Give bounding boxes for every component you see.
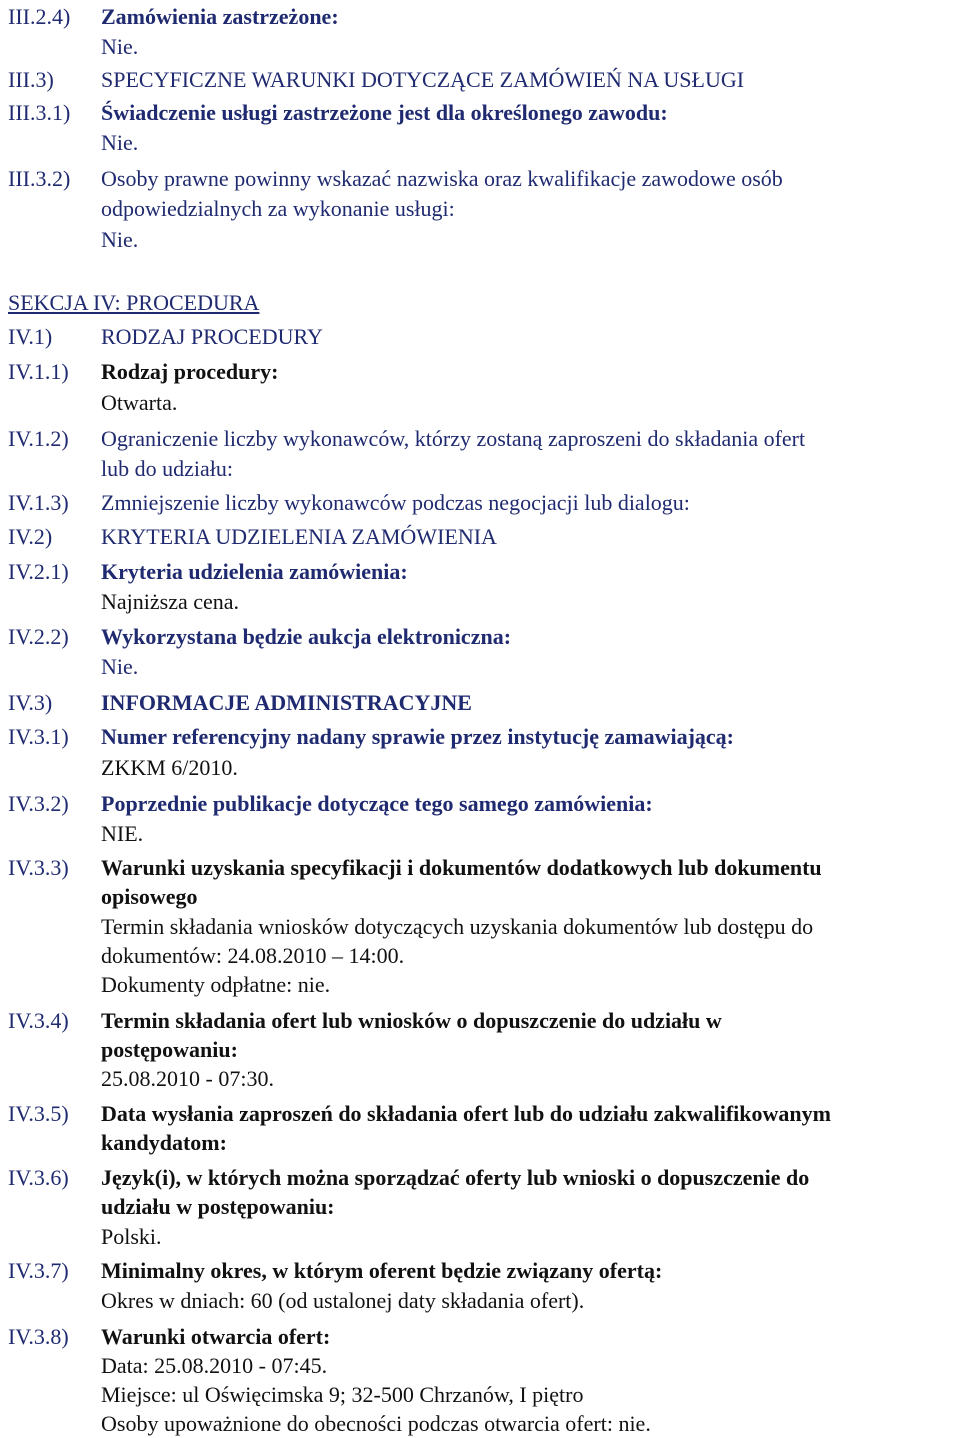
item-heading-cont: lub do udziału:	[101, 456, 233, 481]
item-heading-cont: odpowiedzialnych za wykonanie usługi:	[101, 196, 455, 221]
item-number: III.2.4)	[8, 4, 71, 29]
item-heading: SPECYFICZNE WARUNKI DOTYCZĄCE ZAMÓWIEŃ NA USŁUGI	[101, 67, 745, 92]
item-value: ZKKM 6/2010.	[101, 755, 238, 780]
item-value: Najniższa cena.	[101, 589, 240, 614]
item-heading-cont: opisowego	[101, 884, 198, 909]
item-number: IV.3.7)	[8, 1258, 69, 1283]
item-value: Nie.	[101, 130, 139, 155]
item-heading: Język(i), w których można sporządzać oferty lub wnioski o dopuszczenie do	[101, 1165, 810, 1190]
item-heading: RODZAJ PROCEDURY	[101, 324, 323, 349]
item-value: 25.08.2010 - 07:30.	[101, 1066, 274, 1091]
item-heading: Zmniejszenie liczby wykonawców podczas negocjacji lub dialogu:	[101, 490, 690, 515]
item-number: IV.3.5)	[8, 1101, 69, 1126]
item-value: Osoby upoważnione do obecności podczas otwarcia ofert: nie.	[101, 1411, 651, 1436]
item-number: IV.2)	[8, 524, 53, 549]
item-number: III.3.1)	[8, 100, 71, 125]
item-value: Otwarta.	[101, 390, 178, 415]
item-heading: Numer referencyjny nadany sprawie przez instytucję zamawiającą:	[101, 724, 734, 749]
item-heading: Warunki otwarcia ofert:	[101, 1324, 331, 1349]
item-heading: Ograniczenie liczby wykonawców, którzy zostaną zaproszeni do składania ofert	[101, 426, 806, 451]
item-heading: Świadczenie usługi zastrzeżone jest dla określonego zawodu:	[101, 100, 668, 125]
item-heading: Data wysłania zaproszeń do składania ofert lub do udziału zakwalifikowanym	[101, 1101, 831, 1126]
item-heading-cont: udziału w postępowaniu:	[101, 1194, 335, 1219]
item-number: IV.3.3)	[8, 855, 69, 880]
item-value: Polski.	[101, 1224, 162, 1249]
item-value: Miejsce: ul Oświęcimska 9; 32-500 Chrzanów, I piętro	[101, 1382, 584, 1407]
item-heading: Termin składania ofert lub wniosków o dopuszczenie do udziału w	[101, 1008, 722, 1033]
item-number: IV.2.2)	[8, 624, 69, 649]
item-heading-cont: kandydatom:	[101, 1130, 227, 1155]
item-heading: Wykorzystana będzie aukcja elektroniczna:	[101, 624, 512, 649]
item-heading: Osoby prawne powinny wskazać nazwiska oraz kwalifikacje zawodowe osób	[101, 166, 783, 191]
item-value: Nie.	[101, 654, 139, 679]
item-heading: Warunki uzyskania specyfikacji i dokumentów dodatkowych lub dokumentu	[101, 855, 822, 880]
section-heading: SEKCJA IV: PROCEDURA	[8, 290, 260, 315]
item-value: Data: 25.08.2010 - 07:45.	[101, 1353, 328, 1378]
item-heading: KRYTERIA UDZIELENIA ZAMÓWIENIA	[101, 524, 497, 549]
item-value: NIE.	[101, 821, 144, 846]
item-heading: INFORMACJE ADMINISTRACYJNE	[101, 690, 472, 715]
item-value: Okres w dniach: 60 (od ustalonej daty składania ofert).	[101, 1288, 585, 1313]
item-heading: Minimalny okres, w którym oferent będzie związany ofertą:	[101, 1258, 663, 1283]
item-number: IV.3.1)	[8, 724, 69, 749]
item-number: IV.3.4)	[8, 1008, 69, 1033]
item-number: IV.3)	[8, 690, 53, 715]
item-value: Nie.	[101, 227, 139, 252]
item-value: Termin składania wniosków dotyczących uzyskania dokumentów lub dostępu do	[101, 914, 814, 939]
item-number: III.3)	[8, 67, 54, 92]
item-value: Dokumenty odpłatne: nie.	[101, 972, 331, 997]
item-heading-cont: postępowaniu:	[101, 1037, 238, 1062]
item-heading: Kryteria udzielenia zamówienia:	[101, 559, 408, 584]
item-heading: Rodzaj procedury:	[101, 359, 279, 384]
item-heading: Zamówienia zastrzeżone:	[101, 4, 339, 29]
item-heading: Poprzednie publikacje dotyczące tego samego zamówienia:	[101, 791, 653, 816]
item-number: IV.3.8)	[8, 1324, 69, 1349]
item-number: IV.3.6)	[8, 1165, 69, 1190]
item-number: IV.3.2)	[8, 791, 69, 816]
item-value: dokumentów: 24.08.2010 – 14:00.	[101, 943, 405, 968]
item-number: IV.1.1)	[8, 359, 69, 384]
item-number: IV.2.1)	[8, 559, 69, 584]
item-number: IV.1.2)	[8, 426, 69, 451]
item-number: III.3.2)	[8, 166, 71, 191]
item-number: IV.1)	[8, 324, 53, 349]
item-value: Nie.	[101, 34, 139, 59]
item-number: IV.1.3)	[8, 490, 69, 515]
